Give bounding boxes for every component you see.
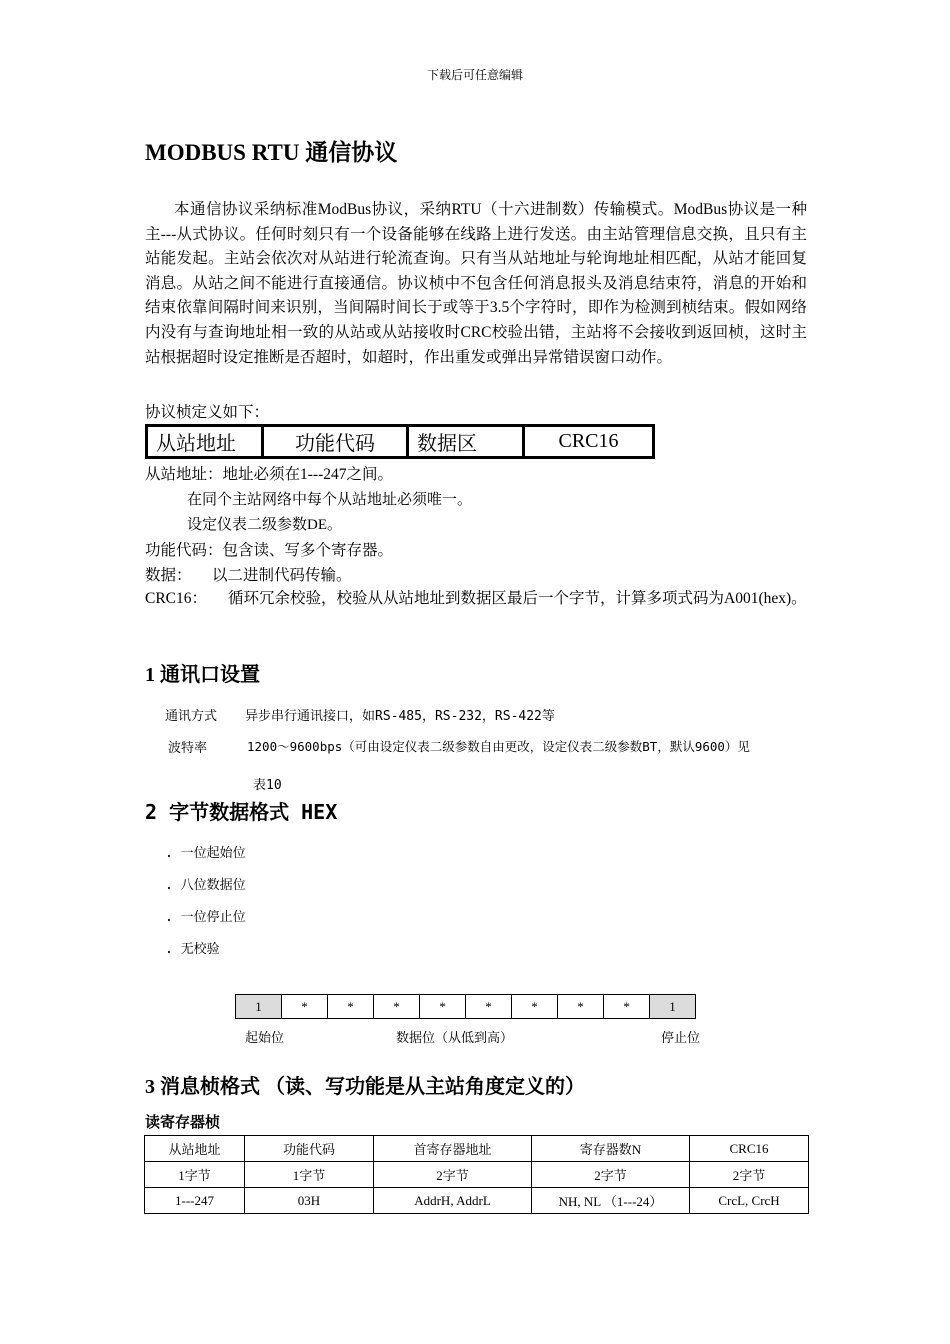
bullet-data-bits: . 八位数据位 (165, 878, 246, 893)
table-cell: 1字节 (245, 1162, 374, 1188)
table-cell: 2字节 (532, 1162, 690, 1188)
table-cell: AddrH, AddrL (374, 1188, 532, 1214)
bit-cell-data: * (558, 995, 604, 1019)
stop-bit-caption: 停止位 (661, 1031, 701, 1046)
table-header-cell: CRC16 (690, 1136, 809, 1162)
table-cell: 2字节 (374, 1162, 532, 1188)
table-header-cell: 首寄存器地址 (374, 1136, 532, 1162)
table-cell: 03H (245, 1188, 374, 1214)
header-note: 下载后可任意编辑 (426, 68, 523, 82)
bit-cell-stop: 1 (650, 995, 696, 1019)
bit-cell-data: * (604, 995, 650, 1019)
bit-cell-data: * (328, 995, 374, 1019)
baud-rate-continuation: 表10 (253, 778, 282, 793)
table-row (145, 1188, 809, 1214)
bullet-stop-bit: . 一位停止位 (165, 910, 246, 925)
read-register-table (144, 1135, 809, 1214)
intro-paragraph: 本通信协议采纳标准ModBus协议，采纳RTU（十六进制数）传输模式。ModBus协议是一种主---从式协议。任何时刻只有一个设备能够在线路上进行发送。由主站管理信息交换，且只有主站能发起。主站会依次对从站进行轮流查询。只有当从站地址与轮询地址相匹配，从站才能回复消息。从站之间不能进行直接通信。协议桢中不包含任何消息报头及消息结束符，消息的开始和结束依靠间隔时间来识别，当间隔时间长于或等于3.5个字符时，即作为检测到桢结束。假如网络内没有与查询地址相一致的从站或从站接收时CRC校验出错，主站将不会接收到返回桢，这时主站根据超时设定推断是否超时，如超时，作出重发或弹出异常错误窗口动作。 (145, 201, 807, 366)
comm-mode-label: 通讯方式 (165, 709, 218, 724)
section-2-heading: 2 字节数据格式 HEX (145, 800, 338, 824)
byte-format-table (235, 994, 696, 1019)
table-cell: 2字节 (690, 1162, 809, 1188)
bit-cell-data: * (466, 995, 512, 1019)
table-cell: NH, NL （1---24） (532, 1188, 690, 1214)
bit-cell-data: * (374, 995, 420, 1019)
comm-mode-value: 异步串行通讯接口，如RS-485，RS-232，RS-422等 (245, 709, 555, 724)
table-row (145, 1162, 809, 1188)
data-bits-caption: 数据位（从低到高） (396, 1031, 514, 1046)
function-code-definition: 功能代码：包含读、写多个寄存器。 (145, 542, 394, 559)
table-cell: CrcL, CrcH (690, 1188, 809, 1214)
table-cell: 1字节 (145, 1162, 245, 1188)
table-header-cell: 寄存器数N (532, 1136, 690, 1162)
frame-field-crc16: CRC16 (524, 426, 654, 458)
frame-definition-label: 协议桢定义如下： (145, 404, 270, 421)
frame-field-slave-address: 从站地址 (147, 426, 263, 458)
frame-field-data: 数据区 (408, 426, 524, 458)
crc16-text: 循环冗余校验，校验从从站地址到数据区最后一个字节，计算多项式码为A001(hex)。 (228, 590, 807, 607)
bit-cell-data: * (512, 995, 558, 1019)
baud-rate-label: 波特率 (168, 741, 208, 756)
slave-address-note-param: 设定仪表二级参数DE。 (187, 517, 342, 533)
data-definition-label: 数据： (145, 567, 192, 584)
slave-address-definition: 从站地址：地址必须在1---247之间。 (145, 466, 393, 483)
crc16-label: CRC16： (145, 590, 208, 607)
section-1-heading: 1 通讯口设置 (145, 664, 260, 686)
bullet-start-bit: . 一位起始位 (165, 846, 246, 861)
bullet-no-parity: . 无校验 (165, 942, 220, 957)
data-definition-text: 以二进制代码传输。 (212, 567, 352, 584)
bit-cell-start: 1 (236, 995, 282, 1019)
document-title: MODBUS RTU 通信协议 (145, 140, 398, 165)
frame-field-function-code: 功能代码 (263, 426, 408, 458)
table-header-cell: 功能代码 (245, 1136, 374, 1162)
table-cell: 1---247 (145, 1188, 245, 1214)
table-header-cell: 从站地址 (145, 1136, 245, 1162)
bit-cell-data: * (282, 995, 328, 1019)
table-row (145, 1136, 809, 1162)
section-3-heading: 3 消息桢格式 （读、写功能是从主站角度定义的） (145, 1076, 585, 1098)
baud-rate-value: 1200～9600bps（可由设定仪表二级参数自由更改，设定仪表二级参数BT，默认9600）见 (247, 739, 750, 754)
start-bit-caption: 起始位 (245, 1031, 285, 1046)
protocol-frame-table (145, 424, 655, 459)
read-register-frame-heading: 读寄存器桢 (145, 1115, 221, 1131)
slave-address-note-unique: 在同个主站网络中每个从站地址必须唯一。 (187, 492, 473, 508)
bit-cell-data: * (420, 995, 466, 1019)
